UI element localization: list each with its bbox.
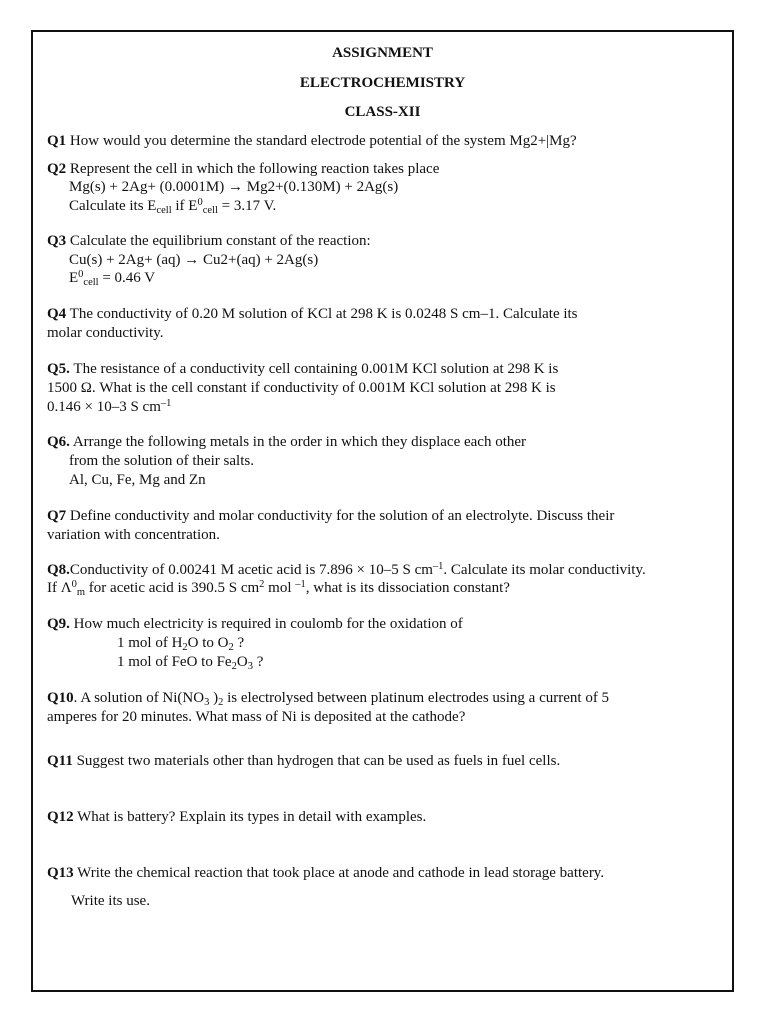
question-2 xyxy=(47,160,439,178)
question-number: Q3 xyxy=(47,233,67,249)
question-number: Q9. xyxy=(47,616,70,632)
question-number: Q1 xyxy=(47,133,67,149)
question-text: The resistance of a conductivity cell containing 0.001M KCl solution at 298 K is xyxy=(69,361,559,377)
q2-calculation: Calculate its $E_{cell}$ if $E^0_{cell} = 3.17$ V. xyxy=(69,197,277,216)
question-number: Q5. xyxy=(47,361,70,377)
question-number: Q11 xyxy=(47,753,73,769)
question-text: What is battery? Explain its types in detail with examples. xyxy=(73,809,427,825)
question-number: Q12 xyxy=(47,809,74,825)
q3-reaction: Cu(s) + 2Ag+ (aq) → Cu2+(aq) + 2Ag(s) xyxy=(69,252,319,268)
question-13 xyxy=(47,864,604,882)
question-8: Q8.Conductivity of 0.00241 M acetic acid is 7.896 × 10–5 S $cm^{-1}$. Calculate its molar conductivity. xyxy=(47,561,646,578)
q10-line-2: amperes for 20 minutes. What mass of Ni is deposited at the cathode? xyxy=(47,709,466,725)
question-number: Q7 xyxy=(47,508,67,524)
question-text: The conductivity of 0.20 M solution of KCl at 298 K is 0.0248 S cm–1. Calculate its xyxy=(66,306,578,322)
question-7 xyxy=(47,507,614,525)
q6-metals: Al, Cu, Fe, Mg and Zn xyxy=(69,472,206,488)
question-number: Q13 xyxy=(47,865,74,881)
question-number: Q10 xyxy=(47,690,74,706)
q4-line-2: molar conductivity. xyxy=(47,325,164,341)
question-5 xyxy=(47,360,558,378)
q5-line-3: 0.146 × 10–3 S $cm^{-1}$ xyxy=(47,398,172,415)
question-1 xyxy=(47,132,577,150)
subject-heading: ELECTROCHEMISTRY xyxy=(299,75,466,91)
q8-line-2: If $\Lambda^0_m$ for acetic acid is 390.5 S $cm^2$ mol $^{-1}$, what is its dissociation constant? xyxy=(47,579,510,598)
question-4 xyxy=(47,305,578,323)
question-text: Calculate the equilibrium constant of the reaction: xyxy=(66,233,371,249)
question-number: Q6. xyxy=(47,434,70,450)
q6-line-2: from the solution of their salts. xyxy=(69,453,254,469)
question-text: How much electricity is required in coulomb for the oxidation of xyxy=(69,616,463,632)
question-number: Q4 xyxy=(47,306,67,322)
question-12 xyxy=(47,808,426,826)
assignment-heading: ASSIGNMENT xyxy=(332,45,433,61)
q7-line-2: variation with concentration. xyxy=(47,527,220,543)
question-text: Write the chemical reaction that took place at anode and cathode in lead storage battery. xyxy=(73,865,605,881)
question-11 xyxy=(47,752,560,770)
q9-item-1: 1 mol of $H_2O$ to $O_2$ ? xyxy=(117,635,245,653)
question-10: Q10. A solution of $Ni(NO_3$ )$_2$ is electrolysed between platinum electrodes using a current of 5 xyxy=(47,690,610,708)
question-text: Arrange the following metals in the order in which they displace each other xyxy=(69,434,527,450)
question-number: Q2 xyxy=(47,161,67,177)
question-3 xyxy=(47,232,371,250)
question-9 xyxy=(47,615,463,633)
question-number: Q8. xyxy=(47,562,70,578)
q13-line-2: Write its use. xyxy=(71,893,150,909)
question-text: Suggest two materials other than hydrogen that can be used as fuels in fuel cells. xyxy=(72,753,561,769)
class-heading: CLASS-XII xyxy=(344,104,421,120)
question-text: Represent the cell in which the following reaction takes place xyxy=(66,161,440,177)
q9-item-2: 1 mol of FeO to $Fe_2O_3$ ? xyxy=(117,654,264,672)
question-6 xyxy=(47,433,526,451)
question-text: How would you determine the standard electrode potential of the system Mg2+|Mg? xyxy=(66,133,577,149)
question-text: Define conductivity and molar conductivity for the solution of an electrolyte. Discuss their xyxy=(66,508,615,524)
q3-cell-potential: $E^0_{cell} = 0.46$ V xyxy=(69,269,156,288)
q5-line-2: 1500 Ω. What is the cell constant if conductivity of 0.001M KCl solution at 298 K is xyxy=(47,380,556,396)
q2-reaction: Mg(s) + 2Ag+ (0.0001M) → Mg2+(0.130M) + 2Ag(s) xyxy=(69,179,399,195)
